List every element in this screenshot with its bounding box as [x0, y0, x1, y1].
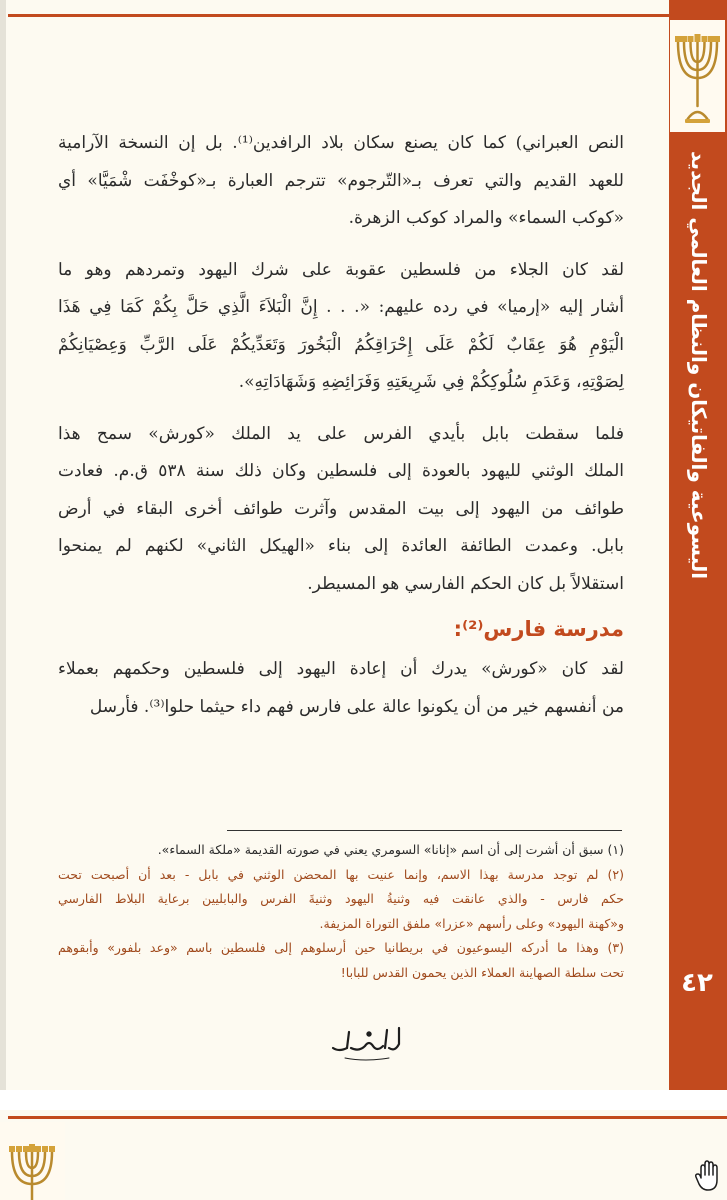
footnotes	[58, 838, 624, 985]
text-line: من أنفسهم خير من أن يكونوا عالة على فارس فهم داء حيثما حلوا⁽³⁾. فأرسل	[89, 696, 624, 717]
menorah-icon	[670, 20, 725, 132]
text-line: لقد كان «كورش» يدرك أن إعادة اليهود إلى فلسطين وحكمهم بعملاء	[58, 659, 624, 679]
paragraph-4	[58, 651, 624, 726]
footnote-rule	[227, 830, 622, 831]
text-line: لقد كان الجلاء من فلسطين عقوبة على شرك اليهود وتمردهم وهو ما	[58, 259, 624, 280]
text-line: للعهد القديم والتي تعرف بـ«التّرجوم» تترجم العبارة بـ«كوخْفَت شْمَيَّا» أي	[58, 170, 624, 191]
top-rule	[8, 1116, 727, 1119]
footnote-line: حكم فارس - والذي عانقت فيه وثنيةُ اليهود وثنيةَ الفرس والبابليين برعاية البلاط الفارسي	[58, 891, 624, 906]
text-line: الملك الوثني لليهود بالعودة إلى فلسطين وكان ذلك سنة ٥٣٨ ق.م. فعادت	[58, 461, 624, 481]
text-line: أشار إليه «إرميا» في رده عليهم: «. . . إِنَّ الْبَلاَءَ الَّذِي حَلَّ بِكُمْ كَمَا فِي هَذَا	[58, 297, 624, 317]
footnote-line: (٢) لم توجد مدرسة بهذا الاسم، وإنما عنيت بها المحضن الوثني في بابل - بعد أن أصبحت تحت	[58, 866, 624, 882]
footnote-1	[58, 838, 624, 863]
footnote-line: (٣) وهذا ما أدركه اليسوعيون في بريطانيا حين أرسلوهم إلى فلسطين باسم «وعد بلفور» وأبقوهم	[58, 940, 624, 955]
paragraph-3	[58, 416, 624, 604]
top-rule	[8, 14, 669, 17]
paragraph-1	[58, 125, 624, 238]
text-line: لِصَوْتِهِ، وَعَدَمِ سُلُوكِكُمْ فِي شَرِيعَتِهِ وَفَرَائِضِهِ وَشَهَادَاتِهِ».	[238, 372, 624, 392]
body-text	[58, 125, 624, 740]
next-page	[0, 1110, 727, 1200]
text-line: الْيَوْمِ هُوَ عِقَابٌ لَكُمْ عَلَى إِحْرَاقِكُمُ الْبَخُورَ وَتَعَدِّيكُمْ عَلَى الرَّبِّ وَعِصْيَانِكُمْ	[58, 334, 624, 355]
text-line: طوائف من اليهود إلى بيت المقدس وآثرت طوائف أخرى البقاء في أرض	[58, 498, 624, 519]
footnote-3	[58, 936, 624, 985]
footnote-line: و«كهنة اليهود» وعلى رأسهم «عزرا» ملفق التوراة المزيفة.	[319, 915, 624, 931]
text-line: بابل. وعمدت الطائفة العائدة إلى بناء «الهيكل الثاني» لكنهم لم يمنحوا	[58, 536, 624, 556]
book-title: اليسوعية والفاتيكان والنظام العالمي الجديد	[687, 150, 711, 580]
footnote-line: تحت سلطة الصهاينة العملاء الذين يحمون القدس للبابا!	[340, 964, 624, 980]
page-edge	[0, 0, 6, 1090]
page-number: ٤٢	[681, 968, 713, 998]
text-line: «كوكب السماء» والمراد كوكب الزهرة.	[348, 208, 624, 228]
menorah-icon	[0, 1122, 65, 1200]
text-line: فلما سقطت بابل بأيدي الفرس على يد الملك «كورش» سمح هذا	[58, 423, 624, 444]
section-heading: مدرسة فارس⁽²⁾:	[453, 617, 624, 641]
text-line: النص العبراني) كما كان يصنع سكان بلاد الرافدين⁽¹⁾. بل إن النسخة الآرامية	[58, 133, 624, 153]
signature-logo	[325, 1018, 405, 1066]
text-line: استقلالاً بل كان الحكم الفارسي هو المسيطر.	[307, 573, 624, 594]
paragraph-2	[58, 252, 624, 402]
footnote-line: (١) سبق أن أشرت إلى أن اسم «إنانا» السومري يعني في صورته القديمة «ملكة السماء».	[157, 842, 624, 857]
page-gap	[0, 1090, 727, 1110]
hand-cursor-icon	[695, 1160, 723, 1192]
footnote-2	[58, 863, 624, 937]
